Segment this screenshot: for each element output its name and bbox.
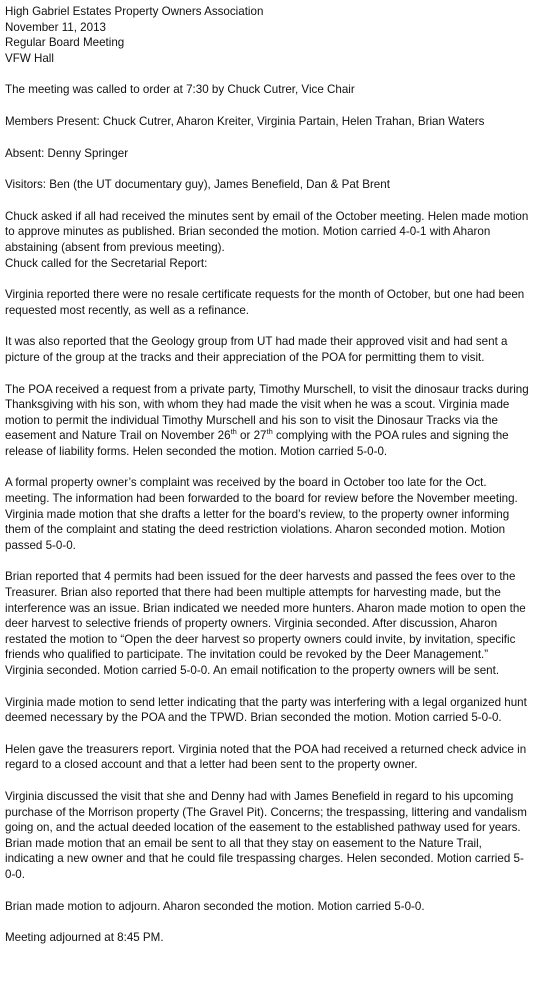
meeting-date: November 11, 2013 [5,20,106,34]
members-present: Members Present: Chuck Cutrer, Aharon Kreiter, Virginia Partain, Helen Trahan, Brian Waters [5,114,485,128]
adjourn-motion: Brian made motion to adjourn. Aharon seconded the motion. Motion carried 5-0-0. [5,899,425,913]
visitors: Visitors: Ben (the UT documentary guy), James Benefield, Dan & Pat Brent [5,178,390,192]
geology-report: It was also reported that the Geology group from UT had made their approved visit and had sent a picture of the group at the tracks and their appreciation of the POA for permitting them to visit. [5,335,508,364]
resale-report: Virginia reported there were no resale certificate requests for the month of October, but one had been requested most recently, as well as a refinance. [5,288,525,317]
call-to-order: The meeting was called to order at 7:30 by Chuck Cutrer, Vice Chair [5,83,355,97]
dinosaur-request-text-1: The POA received a request from a private party, Timothy Murschell, to visit the dinosaur tracks during Thanksgiving with his son, with whom they had made the visit when he was a scout. Virginia made motion to permit the individual Timothy Murschell and his son to visit the Dinosaur Tracks via the easement and Nature Trail on November 26 [5,382,529,443]
gravel-pit-discussion: Virginia discussed the visit that she and Denny had with James Benefield in regard to his upcoming purchase of the Morrison property (The Gravel Pit). Concerns; the trespassing, littering and vandalism going on, and the actual deeded location of the easement to the established pathway used for years. Brian made motion that an email be sent to all that they stay on easement to the Nature Trail, indicating a new owner and that he could file trespassing charges. Helen seconded. Motion carried 5-0-0. [5,789,527,881]
minutes-approval: Chuck asked if all had received the minutes sent by email of the October meeting. Helen made motion to approve minutes as published. Brian seconded the motion. Motion carried 4-0-1 with Aharon abstaining (absent from previous meeting). [5,209,529,254]
org-name: High Gabriel Estates Property Owners Association [5,5,264,18]
absent-members: Absent: Denny Springer [5,146,129,160]
dinosaur-request [5,382,529,460]
meeting-type: Regular Board Meeting [5,36,125,50]
treasurer-report: Helen gave the treasurers report. Virginia noted that the POA had received a returned check advice in regard to a closed account and that a letter had been sent to the property owner. [5,742,527,772]
meeting-location: VFW Hall [5,51,54,65]
dinosaur-request-text-2: or 27 [236,429,267,443]
ordinal-suffix: th [230,427,237,437]
interference-letter: Virginia made motion to send letter indicating that the party was interfering with a legal organized hunt deemed necessary by the POA and the TPWD. Brian seconded the motion. Motion carried 5-0-0. [5,695,527,725]
deer-harvest-report: Brian reported that 4 permits had been issued for the deer harvests and passed the fees over to the Treasurer. Brian also reported that there had been multiple attempts for harvesting made, but the interference was an issue. Brian indicated we needed more hunters. Aharon made motion to open the deer harvest to selective friends of property owners. Virginia seconded. After discussion, Aharon restated the motion to “Open the deer harvest so property owners could invite, by invitation, specific friends who qualified to participate. The invitation could be revoked by the Deer Management.” Virginia seconded. Motion carried 5-0-0. An email notification to the property owners will be sent. [5,570,526,677]
secretarial-call: Chuck called for the Secretarial Report: [5,256,208,270]
dinosaur-request-text-3: complying with the POA rules and signing the release of liability forms. Helen seconded the motion. Motion carried 5-0-0. [5,429,509,458]
complaint-report: A formal property owner’s complaint was received by the board in October too late for the Oct. meeting. The information had been forwarded to the board for review before the November meeting. Virginia made motion that she drafts a letter for the board’s review, to the property owner informing them of the complaint and stating the deed restriction violations. Aharon seconded motion. Motion passed 5-0-0. [5,476,518,552]
ordinal-suffix: th [266,427,273,437]
meeting-adjourned: Meeting adjourned at 8:45 PM. [5,931,164,945]
